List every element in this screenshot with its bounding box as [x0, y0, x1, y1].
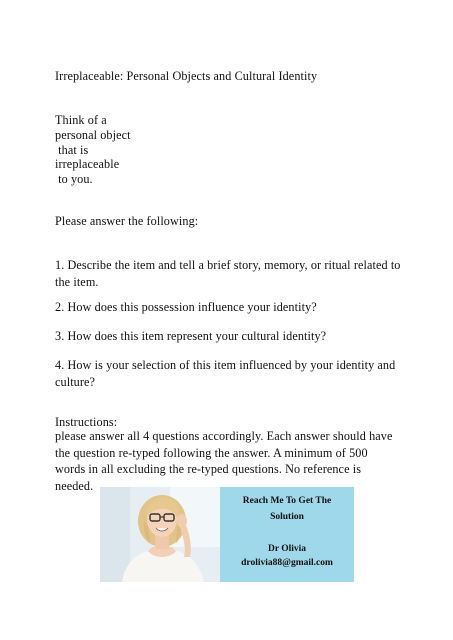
question-2: 2. How does this possession influence your identity?: [55, 300, 317, 314]
ad-contact-email[interactable]: drolivia88@gmail.com: [241, 558, 333, 568]
ad-contact-box[interactable]: [220, 487, 354, 582]
ad-banner[interactable]: [100, 487, 354, 582]
question-3: 3. How does this item represent your cultural identity?: [55, 329, 327, 343]
question-1: 1. Describe the item and tell a brief story, memory, or ritual related to the item.: [55, 258, 401, 289]
ad-headline: Reach Me To Get The: [242, 496, 332, 506]
ad-subheadline: Solution: [270, 512, 304, 522]
intro-text: Please answer the following:: [55, 214, 199, 228]
prompt-line-5: to you.: [55, 172, 93, 186]
prompt-line-2: personal object: [55, 128, 131, 142]
instructions-text: please answer all 4 questions accordingly. Each answer should have the question re-typed following the answer. A minimum of 500 words in all excluding the re-typed questions. No reference is needed.: [55, 429, 393, 493]
instructions-label: Instructions:: [55, 415, 118, 429]
woman-with-glasses-image: [100, 487, 220, 582]
question-4: 4. How is your selection of this item influenced by your identity and culture?: [55, 358, 396, 389]
document-title: Irreplaceable: Personal Objects and Cultural Identity: [55, 69, 318, 83]
prompt-line-3: that is: [55, 143, 89, 157]
ad-contact-name: Dr Olivia: [267, 544, 307, 554]
prompt-line-4: irreplaceable: [55, 157, 120, 171]
prompt-line-1: Think of a: [55, 113, 107, 127]
woman-photo: [100, 487, 220, 582]
